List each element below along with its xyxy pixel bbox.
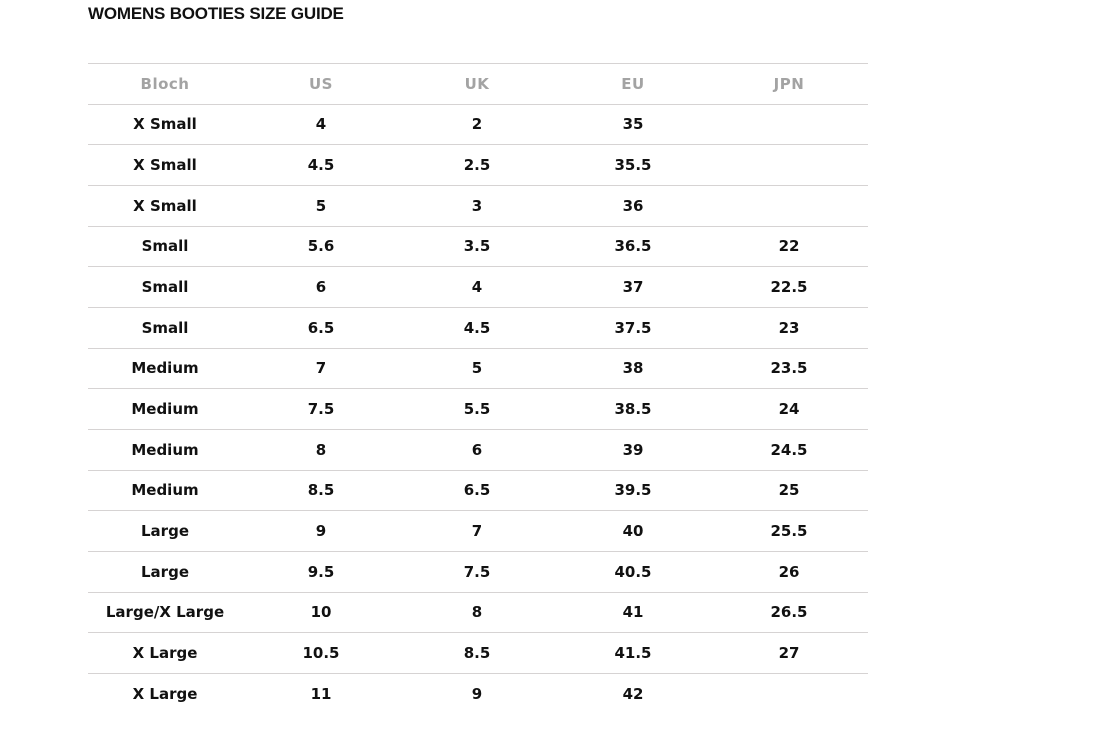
table-cell-us: [244, 592, 400, 633]
table-cell-value: 7.5: [463, 562, 491, 581]
table-cell-value: 9: [315, 522, 327, 541]
table-cell-uk: [400, 429, 556, 470]
table-cell-value: 24.5: [770, 440, 808, 459]
table-cell-value: X Large: [132, 644, 198, 663]
size-table: [88, 63, 868, 714]
table-cell-bloch: [88, 470, 244, 511]
page-title: WOMENS BOOTIES SIZE GUIDE: [88, 4, 344, 23]
table-cell-value: 5.6: [307, 237, 335, 256]
table-cell-value: 22.5: [770, 278, 808, 297]
table-cell-value: 27: [778, 644, 800, 663]
table-row: [88, 429, 868, 470]
table-cell-jpn: [712, 510, 868, 551]
table-cell-jpn: [712, 348, 868, 389]
table-cell-eu: [556, 104, 712, 145]
table-cell-value: 22: [778, 237, 800, 256]
table-cell-value: 8.5: [463, 644, 491, 663]
table-cell-value: 36: [622, 196, 644, 215]
table-cell-value: 35: [622, 115, 644, 134]
table-cell-eu: [556, 551, 712, 592]
table-cell-uk: [400, 226, 556, 267]
table-cell-us: [244, 226, 400, 267]
table-cell-jpn: [712, 307, 868, 348]
table-cell-bloch: [88, 592, 244, 633]
table-cell-jpn: [712, 266, 868, 307]
table-cell-value: Small: [141, 278, 189, 297]
table-cell-bloch: [88, 185, 244, 226]
table-cell-jpn: [712, 388, 868, 429]
table-cell-bloch: [88, 551, 244, 592]
table-cell-uk: [400, 266, 556, 307]
table-cell-value: 35.5: [614, 156, 652, 175]
table-cell-value: 2: [471, 115, 483, 134]
table-cell-value: Medium: [131, 359, 199, 378]
table-cell-us: [244, 307, 400, 348]
table-cell-value: Large: [141, 562, 189, 581]
table-cell-eu: [556, 307, 712, 348]
table-cell-eu: [556, 470, 712, 511]
table-cell-uk: [400, 673, 556, 714]
table-cell-uk: [400, 104, 556, 145]
table-cell-value: 39.5: [614, 481, 652, 500]
table-cell-uk: [400, 592, 556, 633]
table-cell-value: 41: [622, 603, 644, 622]
table-row: [88, 510, 868, 551]
table-cell-value: 4: [471, 278, 483, 297]
table-cell-bloch: [88, 307, 244, 348]
table-cell-jpn: [712, 592, 868, 633]
table-row: [88, 226, 868, 267]
table-cell-value: X Small: [133, 156, 197, 175]
table-cell-eu: [556, 185, 712, 226]
table-cell-value: 38: [622, 359, 644, 378]
table-cell-eu: [556, 510, 712, 551]
table-cell-value: 23.5: [770, 359, 808, 378]
table-cell-bloch: [88, 388, 244, 429]
table-row: [88, 673, 868, 714]
table-cell-value: Small: [141, 318, 189, 337]
table-cell-eu: [556, 226, 712, 267]
table-cell-value: 6: [315, 278, 327, 297]
table-cell-value: 37: [622, 278, 644, 297]
table-cell-jpn: [712, 632, 868, 673]
table-cell-value: 26.5: [770, 603, 808, 622]
table-cell-eu: [556, 388, 712, 429]
table-cell-value: Medium: [131, 481, 199, 500]
table-cell-value: 37.5: [614, 318, 652, 337]
table-cell-value: 42: [622, 684, 644, 703]
table-cell-uk: [400, 551, 556, 592]
table-cell-bloch: [88, 632, 244, 673]
table-cell-value: 23: [778, 318, 800, 337]
table-cell-bloch: [88, 348, 244, 389]
table-cell-value: 24: [778, 400, 800, 419]
table-cell-value: 40: [622, 522, 644, 541]
table-cell-value: 5: [315, 196, 327, 215]
table-cell-us: [244, 429, 400, 470]
table-cell-value: 4.5: [463, 318, 491, 337]
table-cell-value: Medium: [131, 400, 199, 419]
table-row: [88, 307, 868, 348]
table-cell-value: 41.5: [614, 644, 652, 663]
table-cell-eu: [556, 348, 712, 389]
table-row: [88, 348, 868, 389]
table-cell-jpn: [712, 470, 868, 511]
table-cell-value: X Large: [132, 684, 198, 703]
table-row: [88, 592, 868, 633]
table-cell-uk: [400, 144, 556, 185]
table-cell-value: 4: [315, 115, 327, 134]
table-cell-uk: [400, 307, 556, 348]
table-cell-eu: [556, 632, 712, 673]
table-cell-value: 9.5: [307, 562, 335, 581]
table-cell-value: 8: [471, 603, 483, 622]
table-cell-value: 4.5: [307, 156, 335, 175]
table-cell-bloch: [88, 104, 244, 145]
table-row: [88, 104, 868, 145]
table-cell-eu: [556, 673, 712, 714]
table-cell-us: [244, 551, 400, 592]
table-cell-value: 40.5: [614, 562, 652, 581]
table-cell-value: 2.5: [463, 156, 491, 175]
table-cell-value: 36.5: [614, 237, 652, 256]
table-cell-value: X Small: [133, 196, 197, 215]
table-row: [88, 266, 868, 307]
table-row: [88, 144, 868, 185]
table-cell-jpn: [712, 429, 868, 470]
table-cell-jpn: [712, 226, 868, 267]
table-cell-value: X Small: [133, 115, 197, 134]
table-cell-value: 5: [471, 359, 483, 378]
table-cell-us: [244, 510, 400, 551]
table-cell-uk: [400, 185, 556, 226]
table-cell-value: 10.5: [302, 644, 340, 663]
table-cell-us: [244, 266, 400, 307]
table-row: [88, 632, 868, 673]
table-cell-value: 8: [315, 440, 327, 459]
table-cell-us: [244, 185, 400, 226]
table-cell-bloch: [88, 226, 244, 267]
header-cell-uk: UK: [400, 63, 556, 104]
header-cell-us: US: [244, 63, 400, 104]
table-cell-us: [244, 348, 400, 389]
table-cell-value: 25: [778, 481, 800, 500]
table-row: [88, 185, 868, 226]
table-cell-value: 3: [471, 196, 483, 215]
table-cell-us: [244, 144, 400, 185]
table-cell-uk: [400, 510, 556, 551]
table-cell-uk: [400, 632, 556, 673]
table-body: [88, 104, 868, 714]
table-cell-value: 39: [622, 440, 644, 459]
table-cell-us: [244, 470, 400, 511]
table-header-row: [88, 63, 868, 104]
table-cell-jpn: [712, 551, 868, 592]
table-cell-value: 10: [310, 603, 332, 622]
table-cell-bloch: [88, 510, 244, 551]
table-cell-eu: [556, 266, 712, 307]
table-cell-value: 25.5: [770, 522, 808, 541]
table-cell-value: 5.5: [463, 400, 491, 419]
table-cell-value: Small: [141, 237, 189, 256]
table-cell-value: 8.5: [307, 481, 335, 500]
table-cell-eu: [556, 144, 712, 185]
table-row: [88, 470, 868, 511]
table-cell-value: 38.5: [614, 400, 652, 419]
table-cell-bloch: [88, 673, 244, 714]
table-cell-bloch: [88, 144, 244, 185]
table-cell-us: [244, 673, 400, 714]
table-cell-value: 11: [310, 684, 332, 703]
table-cell-value: 6: [471, 440, 483, 459]
table-row: [88, 551, 868, 592]
table-cell-jpn: [712, 104, 868, 145]
table-cell-value: 7.5: [307, 400, 335, 419]
table-cell-value: 6.5: [463, 481, 491, 500]
header-cell-eu: EU: [556, 63, 712, 104]
table-cell-value: 9: [471, 684, 483, 703]
table-cell-us: [244, 632, 400, 673]
table-cell-value: 6.5: [307, 318, 335, 337]
table-cell-uk: [400, 470, 556, 511]
table-cell-bloch: [88, 429, 244, 470]
header-cell-bloch: Bloch: [88, 63, 244, 104]
table-cell-uk: [400, 348, 556, 389]
table-cell-jpn: [712, 144, 868, 185]
table-cell-eu: [556, 429, 712, 470]
table-cell-value: 7: [471, 522, 483, 541]
table-cell-us: [244, 388, 400, 429]
table-cell-value: 26: [778, 562, 800, 581]
table-cell-bloch: [88, 266, 244, 307]
table-cell-value: 7: [315, 359, 327, 378]
header-cell-jpn: JPN: [712, 63, 868, 104]
table-cell-value: 3.5: [463, 237, 491, 256]
table-cell-value: Large/X Large: [105, 603, 225, 622]
table-cell-us: [244, 104, 400, 145]
table-cell-value: Medium: [131, 440, 199, 459]
table-row: [88, 388, 868, 429]
table-cell-jpn: [712, 673, 868, 714]
table-cell-jpn: [712, 185, 868, 226]
table-cell-uk: [400, 388, 556, 429]
table-cell-value: Large: [141, 522, 189, 541]
table-cell-eu: [556, 592, 712, 633]
